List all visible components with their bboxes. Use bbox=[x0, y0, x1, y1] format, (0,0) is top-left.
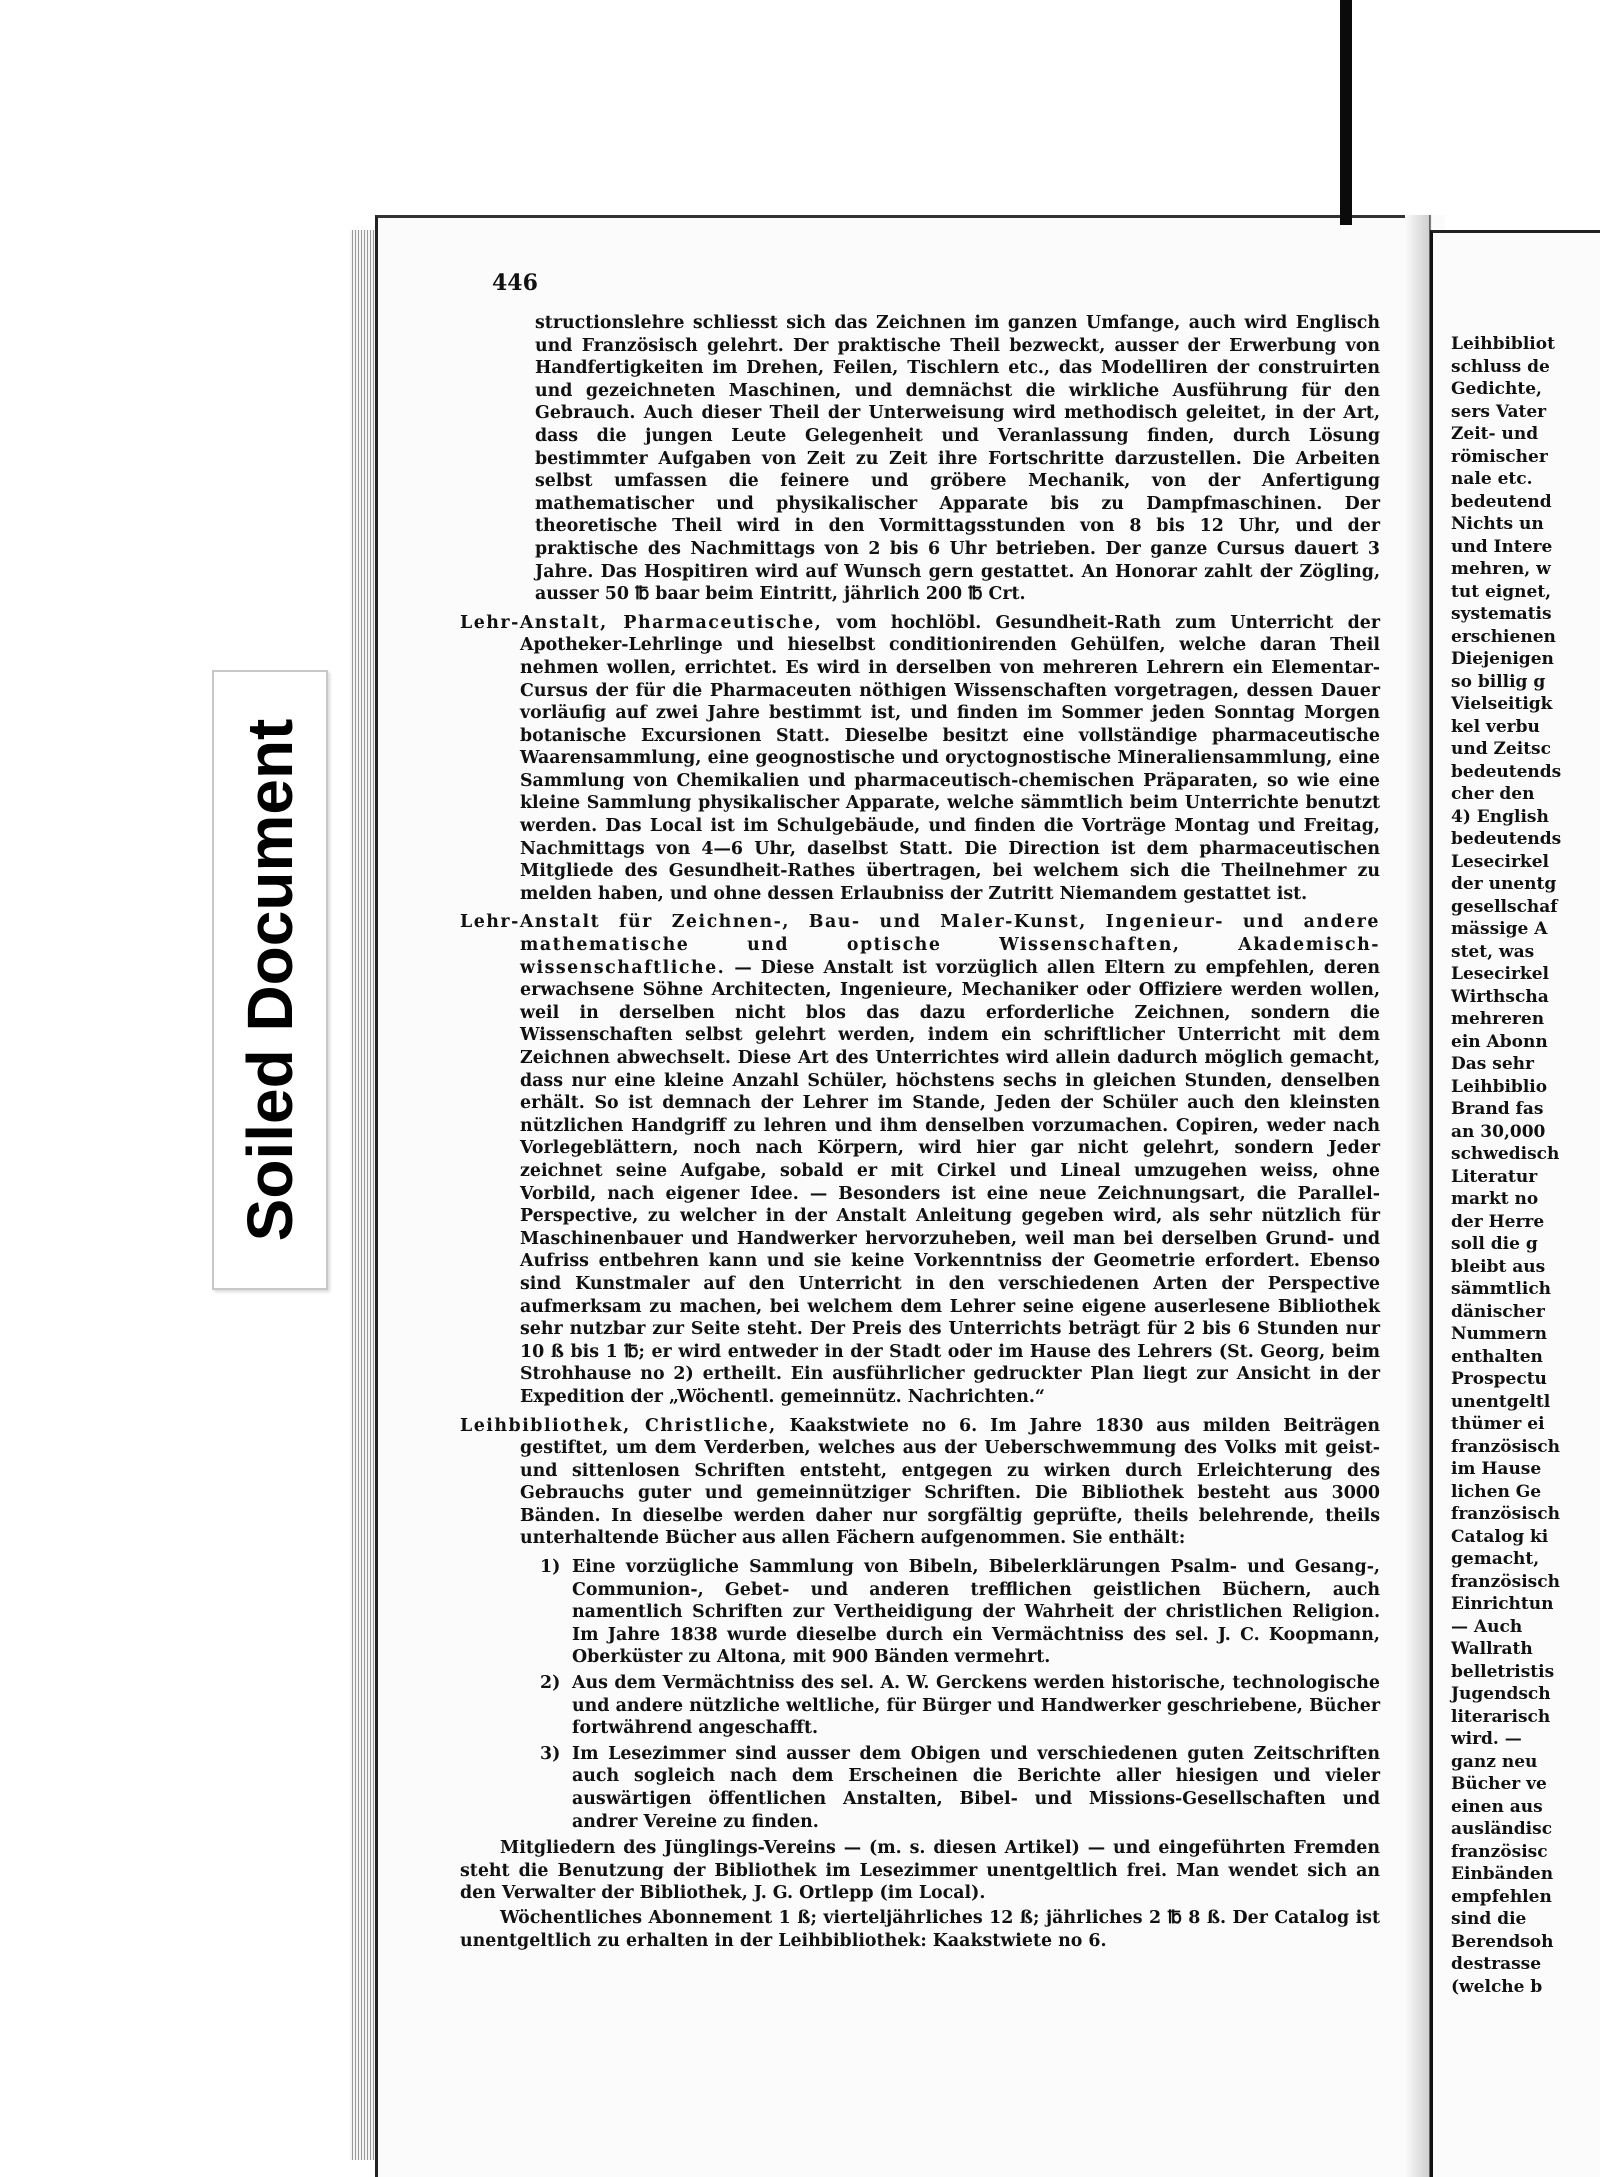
right-page-line: römischer bbox=[1451, 446, 1548, 467]
list-number: 1) bbox=[540, 1557, 561, 1578]
right-page-line: destrasse bbox=[1451, 1954, 1542, 1974]
right-page-line: — Auch bbox=[1451, 1616, 1523, 1637]
right-page-line: stet, was bbox=[1451, 941, 1535, 962]
right-page-line: einen aus bbox=[1451, 1796, 1543, 1817]
scan-border-strip bbox=[1340, 0, 1352, 225]
soiled-document-tag bbox=[212, 670, 328, 1290]
entry-body: — Diese Anstalt ist vorzüglich allen Eltern zu empfehlen, deren erwachsene Söhne Architecten, Ingenieure, Mechaniker oder Offiziere werden wollen, weil in derselben nicht blos das dazu erforderliche Zeichnen, sondern die Wissenschaften selbst gelehrt werden, indem ein schriftlicher Unterricht mit dem Zeichnen abwechselt. Diese Art des Unterrichtes wird allein dadurch möglich gemacht, dass nur eine kleine Anzahl Schüler, höchstens sechs in gleichen Stunden, denselben erhält. So ist demnach der Lehrer im Stande, Jeden der Schüler auch den kleinsten nützlichen Handgriff zu lehren und ihm denselben vorzumachen. Copiren, weder nach Vorlegeblättern, noch nach Körpern, wird hier gar nicht gelehrt, sondern Jeder zeichnet seine Aufgabe, sobald er mit Cirkel und Lineal umzugehen weiss, ohne Vorbild, nach eigener Idee. — Besonders ist eine neue Zeichnungsart, die Parallel-Perspective, zu welcher in der Anstalt Anleitung gegeben wird, als sehr nützlich für Maschinenbauer und Handwerker hervorzuheben, weil man bei derselben Grund- und Aufriss entbehren kann und sie keine Vorkenntniss der Geometrie erfordert. Ebenso sind Kunstmaler auf den Unterricht in den verschiedenen Arten der Perspective aufmerksam zu machen, bei welchem dem Lehrer seine eigene auserlesene Bibliothek sehr nutzbar zur Seite steht. Der Preis des Unterrichts beträgt für 2 bis 6 Stunden nur 10 ß bis 1 ℔; er wird entweder in der Stadt oder im Hause des Lehrers (St. Georg, beim Strohhause no 2) ertheilt. Ein ausführlicher gedruckter Plan liegt zur Ansicht in der Expedition der „Wöchentl. gemeinnütz. Nachrichten.“ bbox=[520, 957, 1380, 1407]
right-page-line: (welche b bbox=[1451, 1976, 1543, 1997]
right-page-line: ein Abonn bbox=[1451, 1031, 1548, 1052]
right-page-line: kel verbu bbox=[1451, 716, 1540, 737]
right-page-line: sämmtlich bbox=[1451, 1279, 1552, 1299]
list-item bbox=[540, 1743, 1380, 1833]
right-page-line: so billig g bbox=[1451, 671, 1546, 692]
list-text: Im Lesezimmer sind ausser dem Obigen und verschiedenen guten Zeitschriften auch sogleich nach dem Erscheinen die Berichte aller hiesigen und vieler auswärtigen öffentlichen Anstalten, Bibel- und Missions-Gesellschaften und andrer Vereine zu finden. bbox=[572, 1743, 1380, 1832]
right-page-line: französisch bbox=[1451, 1504, 1560, 1524]
right-page-line: 4) English bbox=[1451, 806, 1549, 827]
right-page-line: Leihbiblio bbox=[1451, 1076, 1548, 1097]
right-page-line: empfehlen bbox=[1451, 1886, 1552, 1907]
right-page-line: Bücher ve bbox=[1451, 1774, 1547, 1794]
right-page-line: französisch bbox=[1451, 1571, 1560, 1592]
right-page-line: Wallrath bbox=[1451, 1639, 1533, 1659]
right-page-line: Jugendsch bbox=[1451, 1684, 1551, 1704]
right-page bbox=[1430, 230, 1600, 2177]
right-page-line: Nichts un bbox=[1451, 514, 1544, 534]
intro-paragraph: structionslehre schliesst sich das Zeichnen im ganzen Umfange, auch wird Englisch und Französisch gelehrt. Der praktische Theil bezweckt, ausser der Erwerbung von Handfertigkeiten im Drehen, Feilen, Tischlern etc., das Modelliren der construirten und gezeichneten Maschinen, und demnächst die wirkliche Ausführung für den Gebrauch. Auch dieser Theil der Unterweisung wird methodisch geleitet, in der Art, dass die jungen Leute Gelegenheit und Veranlassung finden, durch Lösung bestimmter Aufgaben von Zeit zu Zeit ihre Fortschritte darzustellen. Die Arbeiten selbst umfassen die feinere und gröbere Mechanik, von der Anfertigung mathematischer und physikalischer Apparate bis zu Dampfmaschinen. Der theoretische Theil wird in den Vormittagsstunden von 8 bis 12 Uhr, und der praktische des Nachmittags von 2 bis 6 Uhr betrieben. Der ganze Cursus dauert 3 Jahre. Das Hospitiren wird auf Wunsch gern gestattet. An Honorar zahlt der Zögling, ausser 50 ℔ baar beim Eintritt, jährlich 200 ℔ Crt. bbox=[535, 313, 1380, 605]
right-page-line: Literatur bbox=[1451, 1166, 1538, 1187]
right-page-line: nale etc. bbox=[1451, 469, 1533, 489]
right-page-line: Diejenigen bbox=[1451, 649, 1554, 669]
right-page-line: Leihbibliot bbox=[1451, 334, 1555, 354]
right-page-line: systematis bbox=[1451, 604, 1552, 624]
page-text-column bbox=[460, 312, 1380, 1954]
right-page-line: Nummern bbox=[1451, 1324, 1548, 1344]
right-page-line: sers Vater bbox=[1451, 401, 1547, 422]
right-page-line: soll die g bbox=[1451, 1234, 1538, 1254]
right-page-line: Einbänden bbox=[1451, 1864, 1554, 1884]
right-page-line: Lesecirkel bbox=[1451, 851, 1549, 872]
right-page-line: wird. — bbox=[1451, 1729, 1522, 1749]
right-page-line: thümer ei bbox=[1451, 1414, 1545, 1434]
right-page-line: der unentg bbox=[1451, 874, 1557, 894]
list-item bbox=[540, 1556, 1380, 1669]
right-page-line: unentgeltl bbox=[1451, 1391, 1551, 1412]
right-page-line: an 30,000 bbox=[1451, 1121, 1546, 1142]
right-page-line: enthalten bbox=[1451, 1346, 1543, 1367]
right-page-line: bedeutends bbox=[1451, 761, 1562, 782]
list-text: Aus dem Vermächtniss des sel. A. W. Gerckens werden historische, technologische und andere nützliche weltliche, für Bürger und Handwerker geschriebene, Bücher fortwährend angeschafft. bbox=[572, 1673, 1380, 1739]
right-page-line: bedeutend bbox=[1451, 491, 1552, 512]
right-page-line: mässige A bbox=[1451, 919, 1548, 939]
list-item bbox=[540, 1672, 1380, 1740]
right-page-line: schluss de bbox=[1451, 356, 1550, 377]
closing-paragraph: Mitgliedern des Jünglings-Vereins — (m. s. diesen Artikel) — und eingeführten Fremden steht die Benutzung der Bibliothek im Lesezimmer unentgeltlich frei. Man wendet sich an den Verwalter der Bibliothek, J. G. Ortlepp (im Local). bbox=[460, 1838, 1380, 1904]
right-page-line: Einrichtun bbox=[1451, 1594, 1554, 1614]
entry-body: vom hochlöbl. Gesundheit-Rath zum Unterricht der Apotheker-Lehrlinge und hieselbst conditionirenden Gehülfen, welche daran Theil nehmen wollen, errichtet. Es wird in derselben von mehreren Lehrern ein Elementar-Cursus der für die Pharmaceuten nöthigen Wissenschaften vorgetragen, dessen Dauer vorläufig auf zwei Jahre bestimmt ist, und finden im Sommer jeden Sonntag Morgen botanische Excursionen Statt. Dieselbe besitzt eine vollständige pharmaceutische Waarensammlung, eine geognostische und oryctognostische Mineraliensammlung, eine Sammlung von Chemikalien und pharmaceutisch-chemischen Präparaten, so wie eine kleine Sammlung physikalischer Apparate, welche sämmtlich beim Unterrichte benutzt werden. Das Local ist im Schulgebäude, und finden die Vorträge Montag und Freitag, Nachmittags von 4—6 Uhr, daselbst Statt. Die Direction ist dem pharmaceutischen Mitgliede des Gesundheit-Rathes übertragen, bei welchem sich die Theilnehmer zu melden haben, und ohne dessen Erlaubniss der Zutritt Niemandem gestattet ist. bbox=[520, 612, 1380, 904]
entry-zeichnen bbox=[460, 911, 1380, 1408]
right-page-line: bleibt aus bbox=[1451, 1256, 1546, 1277]
right-page-line: sind die bbox=[1451, 1909, 1527, 1929]
right-page-line: belletristis bbox=[1451, 1661, 1555, 1682]
entry-body: Kaakstwiete no 6. Im Jahre 1830 aus milden Beiträgen gestiftet, um dem Verderben, welches aus der Ueberschwemmung des Volks mit geist- und sittenlosen Schriften entsteht, entgegen zu wirken durch Erleichterung des Gebrauchs guter und gemeinnütziger Schriften. Die Bibliothek besteht aus 3000 Bänden. In dieselbe werden daher nur sorgfältig geprüfte, theils belehrende, theils unterhaltende Bücher aus allen Fächern aufgenommen. Sie enthält: bbox=[520, 1415, 1380, 1549]
right-page-line: Prospectu bbox=[1451, 1369, 1547, 1389]
right-page-line: literarisch bbox=[1451, 1706, 1551, 1727]
right-page-line: markt no bbox=[1451, 1189, 1539, 1209]
right-page-line: mehreren bbox=[1451, 1009, 1545, 1029]
entry-pharmaceutische bbox=[460, 612, 1380, 906]
tag-label: Soiled Document bbox=[234, 718, 306, 1242]
right-page-line: Brand fas bbox=[1451, 1099, 1544, 1119]
entry-heading: Lehr-Anstalt für Zeichnen-, Bau- und Maler-Kunst, Ingenieur- und andere mathematische und optische Wissenschaften, Akademisch-wissenschaftliche. bbox=[460, 912, 1380, 978]
page-number: 446 bbox=[492, 270, 538, 296]
right-page-line: mehren, w bbox=[1451, 559, 1551, 579]
right-page-line: Lesecirkel bbox=[1451, 964, 1549, 984]
right-page-text bbox=[1451, 333, 1600, 1998]
right-page-line: dänischer bbox=[1451, 1301, 1545, 1322]
right-page-line: Wirthscha bbox=[1451, 986, 1549, 1007]
right-page-line: Gedichte, bbox=[1451, 379, 1542, 399]
right-page-line: gemacht, bbox=[1451, 1549, 1540, 1569]
list-text: Eine vorzügliche Sammlung von Bibeln, Bibelerklärungen Psalm- und Gesang-, Communion-, Gebet- und anderen trefflichen geistlichen Büchern, auch namentlich Schriften zur Vertheidigung der Wahrheit der christlichen Religion. Im Jahre 1838 wurde dieselbe durch ein Vermächtniss des sel. J. C. Koopmann, Oberküster zu Altona, mit 900 Bänden vermehrt. bbox=[572, 1557, 1380, 1668]
right-page-line: tut eignet, bbox=[1451, 581, 1552, 602]
list-number: 2) bbox=[540, 1673, 561, 1694]
right-page-line: und Intere bbox=[1451, 536, 1553, 557]
entry-leihbibliothek bbox=[460, 1415, 1380, 1551]
right-page-line: französisch bbox=[1451, 1436, 1560, 1457]
list-number: 3) bbox=[540, 1743, 561, 1764]
right-page-line: Berendsoh bbox=[1451, 1931, 1554, 1952]
closing-paragraph: Wöchentliches Abonnement 1 ß; vierteljährliches 12 ß; jährliches 2 ℔ 8 ß. Der Catalog ist unentgeltlich zu erhalten in der Leihbibliothek: Kaakstwiete no 6. bbox=[460, 1907, 1380, 1951]
right-page-line: Das sehr bbox=[1451, 1054, 1534, 1074]
entry-heading: Leihbibliothek, Christliche, bbox=[460, 1415, 777, 1436]
right-page-line: ausländisc bbox=[1451, 1819, 1553, 1839]
right-page-line: Zeit- und bbox=[1451, 424, 1539, 444]
right-page-line: ganz neu bbox=[1451, 1751, 1538, 1772]
right-page-line: cher den bbox=[1451, 784, 1535, 804]
entry-heading: Lehr-Anstalt, Pharmaceutische, bbox=[460, 612, 823, 633]
right-page-line: gesellschaf bbox=[1451, 896, 1558, 917]
right-page-line: französisc bbox=[1451, 1841, 1548, 1862]
right-page-line: lichen Ge bbox=[1451, 1481, 1542, 1502]
right-page-line: im Hause bbox=[1451, 1459, 1542, 1479]
right-page-line: Vielseitigk bbox=[1451, 694, 1553, 714]
right-page-line: der Herre bbox=[1451, 1211, 1545, 1232]
right-page-line: und Zeitsc bbox=[1451, 739, 1551, 759]
right-page-line: schwedisch bbox=[1451, 1144, 1560, 1164]
holdings-list bbox=[540, 1556, 1380, 1833]
right-page-line: bedeutends bbox=[1451, 829, 1562, 849]
right-page-line: Catalog ki bbox=[1451, 1526, 1549, 1547]
right-page-line: erschienen bbox=[1451, 626, 1556, 647]
